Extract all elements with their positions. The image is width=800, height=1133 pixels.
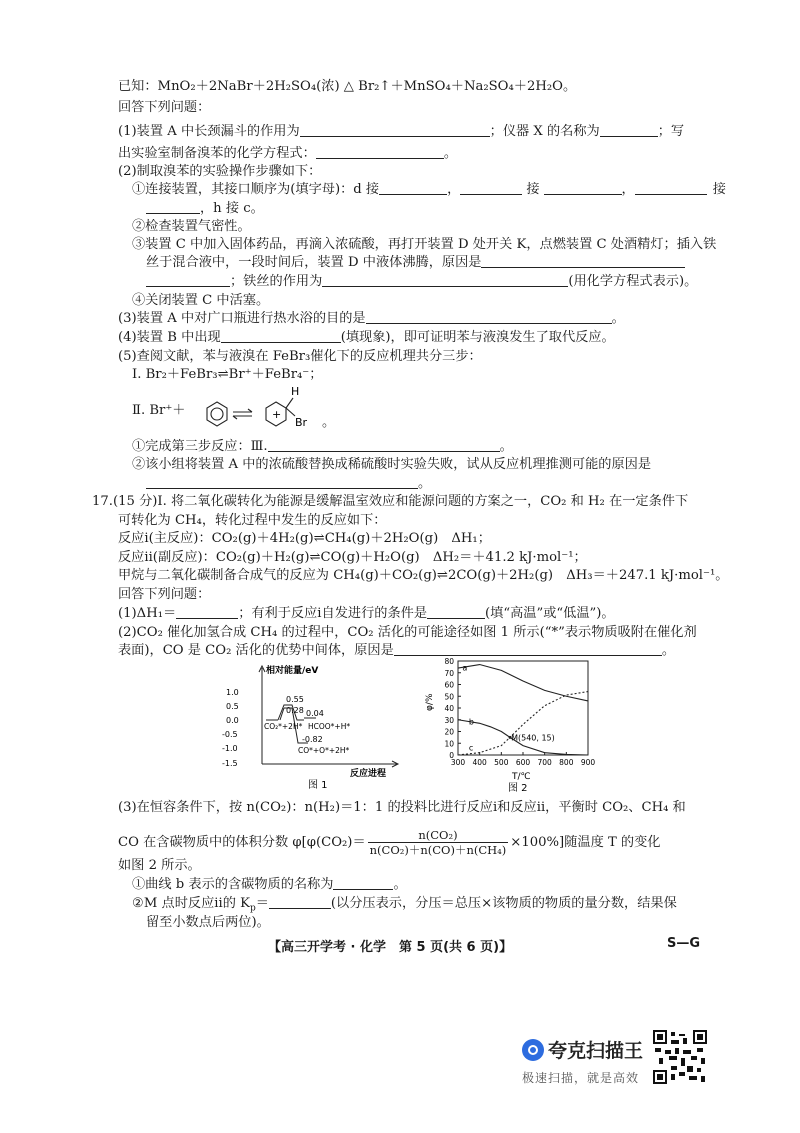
blank-16-2d[interactable] (635, 181, 707, 195)
figure-1 (222, 660, 410, 792)
q16-1-line2 (118, 145, 457, 162)
step1-end: ，h 接 c。 (200, 201, 264, 216)
fig2-series-a (458, 665, 588, 701)
fig2-xlabel: T/℃ (512, 772, 531, 782)
q16-5-2-end: 。 (418, 476, 432, 491)
bond-h (286, 398, 293, 408)
fig2-curve-label-c: c (468, 743, 474, 753)
blank-16-2h[interactable] (322, 273, 568, 287)
fig1-ytick-3: 0.0 (226, 716, 239, 725)
q17-intro: 17.(15 分)Ⅰ. 将二氧化碳转化为能源是缓解温室效应和能源问题的方案之一，CO₂ 和 H₂ 在一定条件下 (92, 494, 689, 509)
q17-3-2-text2: (以分压表示，分压＝总压×该物质的物质的量分数，结果保 (330, 896, 677, 911)
q16-2-step2: ②检查装置气密性。 (132, 219, 251, 234)
q17-1-text: (1)ΔH₁＝ (118, 606, 177, 621)
mechanism-step2-end: 。 (322, 415, 336, 430)
fig1-ytick-2: 0.5 (226, 702, 239, 711)
q16-5-1-text: ①完成第三步反应：Ⅲ. (132, 439, 268, 454)
q17-3-text: CO 在含碳物质中的体积分数 φ[φ(CO₂)＝ (118, 835, 366, 850)
phi-numerator: n(CO₂) (368, 828, 509, 843)
q17-intro2: 可转化为 CH₄，转化过程中发生的反应如下： (118, 513, 387, 528)
q17-1-text3: (填“高温”或“低温”)。 (485, 606, 615, 621)
fig1-species-2: HCOO*+H* (308, 722, 351, 731)
answer-prompt-2: 回答下列问题： (118, 587, 211, 602)
blank-17-2[interactable] (394, 642, 662, 656)
step1-text: ①连接装置，其接口顺序为(填字母)：d 接 (132, 182, 380, 197)
scanner-brand (522, 1036, 643, 1086)
quark-logo-icon (522, 1039, 544, 1061)
fig2-ytick-label: 50 (444, 692, 454, 702)
bond-br (286, 408, 295, 416)
q17-1 (118, 605, 615, 622)
q16-3-end: 。 (611, 311, 625, 326)
answer-prompt: 回答下列问题： (118, 100, 211, 115)
fig2-xtick-label: 800 (559, 758, 574, 767)
fig2-curve-label-b: b (468, 717, 474, 727)
q16-5-1 (132, 438, 513, 455)
given-equation: 已知：MnO₂＋2NaBr＋2H₂SO₄(浓) △ Br₂↑＋MnSO₄＋Na₂SO₄＋2H₂O。 (118, 79, 577, 94)
blank-16-2b[interactable] (460, 181, 522, 195)
q16-2-step1b (146, 200, 264, 217)
q16-2-step1 (132, 181, 726, 198)
fig2-ytick-label: 10 (444, 739, 454, 749)
br-label: Br (295, 416, 308, 429)
brand-slogan: 极速扫描，就是高效 (522, 1071, 640, 1085)
q16-1-text2: ；仪器 X 的名称为 (489, 124, 600, 139)
fig2-ytick-label: 40 (444, 704, 454, 713)
fig2-xtick-label: 300 (450, 758, 466, 767)
step1-comma: ， (447, 182, 461, 197)
reaction-2: 反应ⅱ(副反应)：CO₂(g)＋H₂(g)⇌CO(g)＋H₂O(g) ΔH₂＝＋41.2 kJ·mol⁻¹； (118, 550, 587, 565)
blank-16-2c[interactable] (544, 181, 622, 195)
blank-16-2a[interactable] (379, 181, 447, 195)
blank-16-2g[interactable] (146, 273, 230, 287)
fig1-level-2: 0.28 (286, 706, 304, 715)
fig1-ytick-1: 1.0 (226, 688, 239, 697)
q17-3-1-end: 。 (393, 877, 407, 892)
step1-jie: 接 (526, 182, 540, 197)
fig2-ylabel: φ/% (425, 693, 435, 711)
fig1-caption: 图 1 (308, 780, 328, 791)
fig2-xtick-label: 400 (472, 758, 487, 767)
q16-5-2: ②该小组将装置 A 中的浓硫酸替换成稀硫酸时实验失败，试从反应机理推测可能的原因是 (132, 457, 652, 472)
h-label: H (291, 385, 300, 398)
blank-17-1a[interactable] (176, 605, 238, 619)
fig1-ytick-5: -1.0 (222, 744, 238, 753)
blank-16-2f[interactable] (481, 254, 685, 268)
fig2-curve-label-a: a (462, 663, 468, 673)
fig1-ytick-6: -1.5 (222, 759, 238, 768)
fig2-ytick-label: 80 (444, 657, 454, 666)
q16-2-step3c (146, 273, 697, 290)
q16-2-step3b (146, 254, 685, 271)
benzene-ring (207, 402, 227, 426)
blank-16-1c[interactable] (316, 145, 444, 159)
brand-name: 夸克扫描王 (548, 1040, 644, 1062)
mechanism-step2: Ⅱ. Br⁺＋ (132, 403, 186, 418)
fig1-ytick-4: -0.5 (222, 730, 238, 739)
fig2-ytick-label: 30 (444, 715, 454, 725)
blank-16-3[interactable] (366, 310, 612, 324)
fig1-level-3: 0.04 (306, 709, 324, 718)
q16-2-step4: ④关闭装置 C 中活塞。 (132, 293, 270, 308)
figure-2-chart (420, 655, 600, 793)
plus-sign: + (272, 408, 282, 421)
fig1-species-3: CO*+O*+2H* (298, 746, 350, 755)
qr-code-icon (653, 1030, 707, 1084)
q16-4-text: (4)装置 B 中出现 (118, 330, 221, 345)
q16-1-end: 。 (443, 146, 457, 161)
fig2-xtick-label: 700 (537, 758, 552, 767)
q16-4-text2: (填现象)，即可证明苯与液溴发生了取代反应。 (340, 330, 615, 345)
blank-17-3a[interactable] (333, 876, 393, 890)
blank-16-4[interactable] (221, 329, 341, 343)
q17-3-2: ②M 点时反应ⅱ的 $K_p=$ (以分压表示，分压＝总压×该物质的物质的量分数，结果保 (132, 896, 677, 914)
q17-2-end: 。 (661, 643, 675, 658)
step1-jie2: 接 (712, 182, 726, 197)
blank-16-2e[interactable] (146, 200, 200, 214)
fig2-caption: 图 2 (508, 783, 528, 793)
fig1-species-1: CO₂*+2H* (264, 722, 303, 731)
fig2-xtick-label: 500 (494, 758, 509, 767)
q17-3-1 (132, 876, 407, 893)
fig1-xlabel: 反应进程 (350, 769, 387, 779)
mechanism-step1: Ⅰ. Br₂＋FeBr₃⇌Br⁺＋FeBr₄⁻； (132, 367, 323, 382)
q16-1-text3: ；写 (657, 124, 685, 139)
blank-16-5b[interactable] (146, 475, 418, 489)
blank-16-5a[interactable] (268, 438, 500, 452)
q16-1-text4: 出实验室制备溴苯的化学方程式： (118, 146, 316, 161)
reaction-3: 甲烷与二氧化碳制备合成气的反应为 CH₄(g)＋CO₂(g)⇌2CO(g)＋2H₂(g) ΔH₃＝＋247.1 kJ·mol⁻¹。 (118, 568, 729, 583)
phi-fraction (368, 828, 509, 857)
q17-3-2-eq: ＝ (255, 896, 269, 911)
fig1-ylabel: 相对能量/eV (266, 666, 319, 676)
q16-3-text: (3)装置 A 中对广口瓶进行热水浴的目的是 (118, 311, 366, 326)
q16-1-text: (1)装置 A 中长颈漏斗的作用为 (118, 124, 300, 139)
q17-3-1-text: ①曲线 b 表示的含碳物质的名称为 (132, 877, 334, 892)
step3-text: 丝于混合液中，一段时间后，装置 D 中液体沸腾，原因是 (146, 255, 482, 270)
footer-code: S—G (666, 936, 700, 951)
fig2-ytick-label: 20 (444, 727, 454, 737)
step3-iron: ；铁丝的作用为 (230, 274, 323, 289)
blank-16-1b[interactable] (600, 123, 658, 137)
q17-2-text: 表面)，CO 是 CO₂ 活化的优势中间体，原因是 (118, 643, 394, 658)
q17-3-text2: ×100%]随温度 T 的变化 (510, 835, 661, 850)
fig2-ytick-label: 0 (449, 751, 454, 760)
q16-2-title: (2)制取溴苯的实验操作步骤如下： (118, 164, 322, 179)
footer-title: 【高三开学考 · 化学 第 5 页(共 6 页)】 (268, 940, 513, 955)
step1-comma2: ， (621, 182, 635, 197)
q17-3b (118, 828, 661, 857)
blank-17-1b[interactable] (427, 605, 485, 619)
step3-end: (用化学方程式表示)。 (568, 274, 698, 289)
q16-5: (5)查阅文献，苯与液溴在 FeBr₃催化下的反应机理共分三步： (118, 349, 482, 364)
q17-3-2b: 留至小数点后两位)。 (146, 915, 270, 930)
q16-4 (118, 329, 615, 346)
blank-17-3b[interactable] (269, 895, 331, 909)
q17-3c: 如图 2 所示。 (118, 858, 201, 873)
q16-3 (118, 310, 625, 327)
fig1-level-4: -0.82 (302, 735, 323, 744)
q16-1-line1 (118, 123, 684, 140)
mechanism-structures (196, 382, 326, 432)
q17-3: (3)在恒容条件下，按 n(CO₂)：n(H₂)＝1：1 的投料比进行反应ⅰ和反应ⅱ，平衡时 CO₂、CH₄ 和 (118, 800, 686, 815)
benzene-inner-circle (211, 408, 223, 420)
q17-2: (2)CO₂ 催化加氢合成 CH₄ 的过程中，CO₂ 活化的可能途径如图 1 所示(“*”表示物质吸附在催化剂 (118, 625, 697, 640)
fig2-ytick-label: 70 (444, 668, 454, 678)
q17-1-text2: ；有利于反应ⅰ自发进行的条件是 (238, 606, 428, 621)
reaction-1: 反应ⅰ(主反应)：CO₂(g)＋4H₂(g)⇌CH₄(g)＋2H₂O(g) ΔH₁； (118, 531, 491, 546)
q16-5-1-end: 。 (499, 439, 513, 454)
fig2-annotation: M(540, 15) (511, 733, 555, 743)
fig1-level-1: 0.55 (286, 695, 304, 704)
fig2-xtick-label: 600 (515, 758, 531, 767)
fig2-xtick-label: 900 (580, 758, 596, 767)
q16-5-2b (146, 475, 431, 492)
q17-3-2-text: ②M 点时反应ⅱ的 K (132, 896, 250, 911)
q16-2-step3: ③装置 C 中加入固体药品，再滴入浓硫酸，再打开装置 D 处开关 K，点燃装置 C 处酒精灯；插入铁 (132, 237, 717, 252)
blank-16-1a[interactable] (300, 123, 490, 137)
phi-denominator: n(CO₂)＋n(CO)＋n(CH₄) (369, 843, 507, 857)
fig2-ytick-label: 60 (444, 680, 454, 690)
